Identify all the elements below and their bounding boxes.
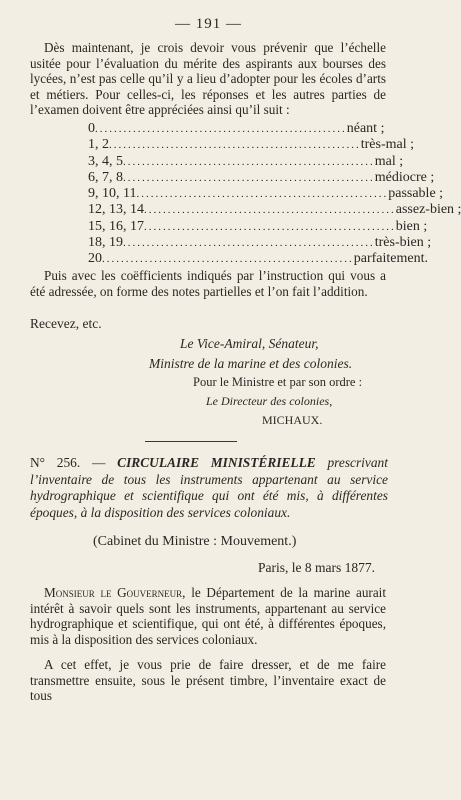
grade-value: médiocre ; [374,169,435,185]
grade-points: 6, 7, 8 [88,169,123,185]
grade-points: 18, 19 [88,235,123,251]
grade-value: très-mal ; [360,137,415,153]
signature-order-line: Pour le Ministre et par son ordre : [193,375,363,389]
grade-row [88,153,404,170]
circular-heading [30,455,388,521]
grade-value: bien ; [395,218,428,234]
circular-description: prescrivant l’inventaire de tous les instruments appartenant au service hydrographique et scientifique qui ont été mis, à différentes époques, à la disposition des services coloniaux. [30,455,388,520]
grade-value: assez-bien ; [395,202,461,218]
grade-points: 3, 4, 5 [88,153,123,169]
grade-points: 20 [88,251,102,267]
grade-points: 9, 10, 11 [88,186,137,202]
dot-leader: ..................................................... [123,171,375,184]
grade-row [88,251,428,267]
dot-leader: ..................................................... [123,155,375,168]
dot-leader: ..................................................... [144,204,396,217]
dot-leader: ..................................................... [144,220,396,233]
signature-name: MICHAUX. [262,413,323,427]
grade-value: mal ; [374,153,404,169]
circular-cabinet: (Cabinet du Ministre : Mouvement.) [93,534,297,549]
grade-row [88,121,385,137]
closing-formula: Recevez, etc. [30,316,102,331]
body-text-1: le Département de la marine aurait intérêt à savoir quels sont les instruments, appartenant au service hydrographique et scientifique, qui ont été, à différentes époques, mis à la disposition des services coloniaux. [30,585,387,647]
dot-leader: ..................................................... [95,123,347,135]
circular-date: Paris, le 8 mars 1877. [258,560,375,575]
grade-points: 1, 2 [88,137,109,153]
signature-ministry: Ministre de la marine et des colonies. [149,356,353,371]
circular-number: N° 256. [30,455,81,470]
section-divider [145,441,237,442]
salutation: Monsieur le Gouverneur, [44,585,186,600]
grade-row [88,218,428,235]
page-number: — 191 — [175,16,242,32]
dot-leader: ..................................................... [109,139,361,152]
grade-points: 0 [88,121,95,136]
dot-leader: ..................................................... [102,253,354,266]
grade-row [88,137,415,153]
signature-director: Le Directeur des colonies, [206,394,333,408]
grading-scale [88,121,461,268]
grade-value: néant ; [346,121,385,136]
grade-points: 12, 13, 14 [88,202,144,218]
grade-row [88,235,432,251]
grade-value: parfaitement. [353,251,428,267]
circular-dash: — [92,455,106,470]
dot-leader: ..................................................... [123,237,375,250]
grade-points: 15, 16, 17 [88,218,144,234]
grade-row [88,202,461,218]
circular-title: CIRCULAIRE MINISTÉRIELLE [117,455,316,470]
coefficients-paragraph: Puis avec les coëfficients indiqués par l’instruction qui vous a été adressée, on forme des notes partielles et l’on fait l’addition. [30,268,386,299]
intro-paragraph: Dès maintenant, je crois devoir vous prévenir que l’échelle usitée pour l’évaluation du mérite des aspirants aux bourses des lycées, n’est pas celle qu’il y a lieu d’adopter pour les écoles d’arts et métiers. Pour celles-ci, les réponses et les autres parties de l’examen doivent être appréciées ainsi qu’il suit : [30,40,386,118]
circular-body-2: A cet effet, je vous prie de faire dresser, et de me faire transmettre ensuite, sous le présent timbre, l’inventaire exact de tous [30,657,386,704]
circular-body-1 [30,585,386,647]
grade-value: très-bien ; [374,235,432,251]
dot-leader: ..................................................... [136,188,389,201]
grade-row [88,169,435,186]
grade-value: passable ; [388,186,444,202]
grade-row [88,186,444,202]
signature-title: Le Vice-Amiral, Sénateur, [180,336,319,351]
